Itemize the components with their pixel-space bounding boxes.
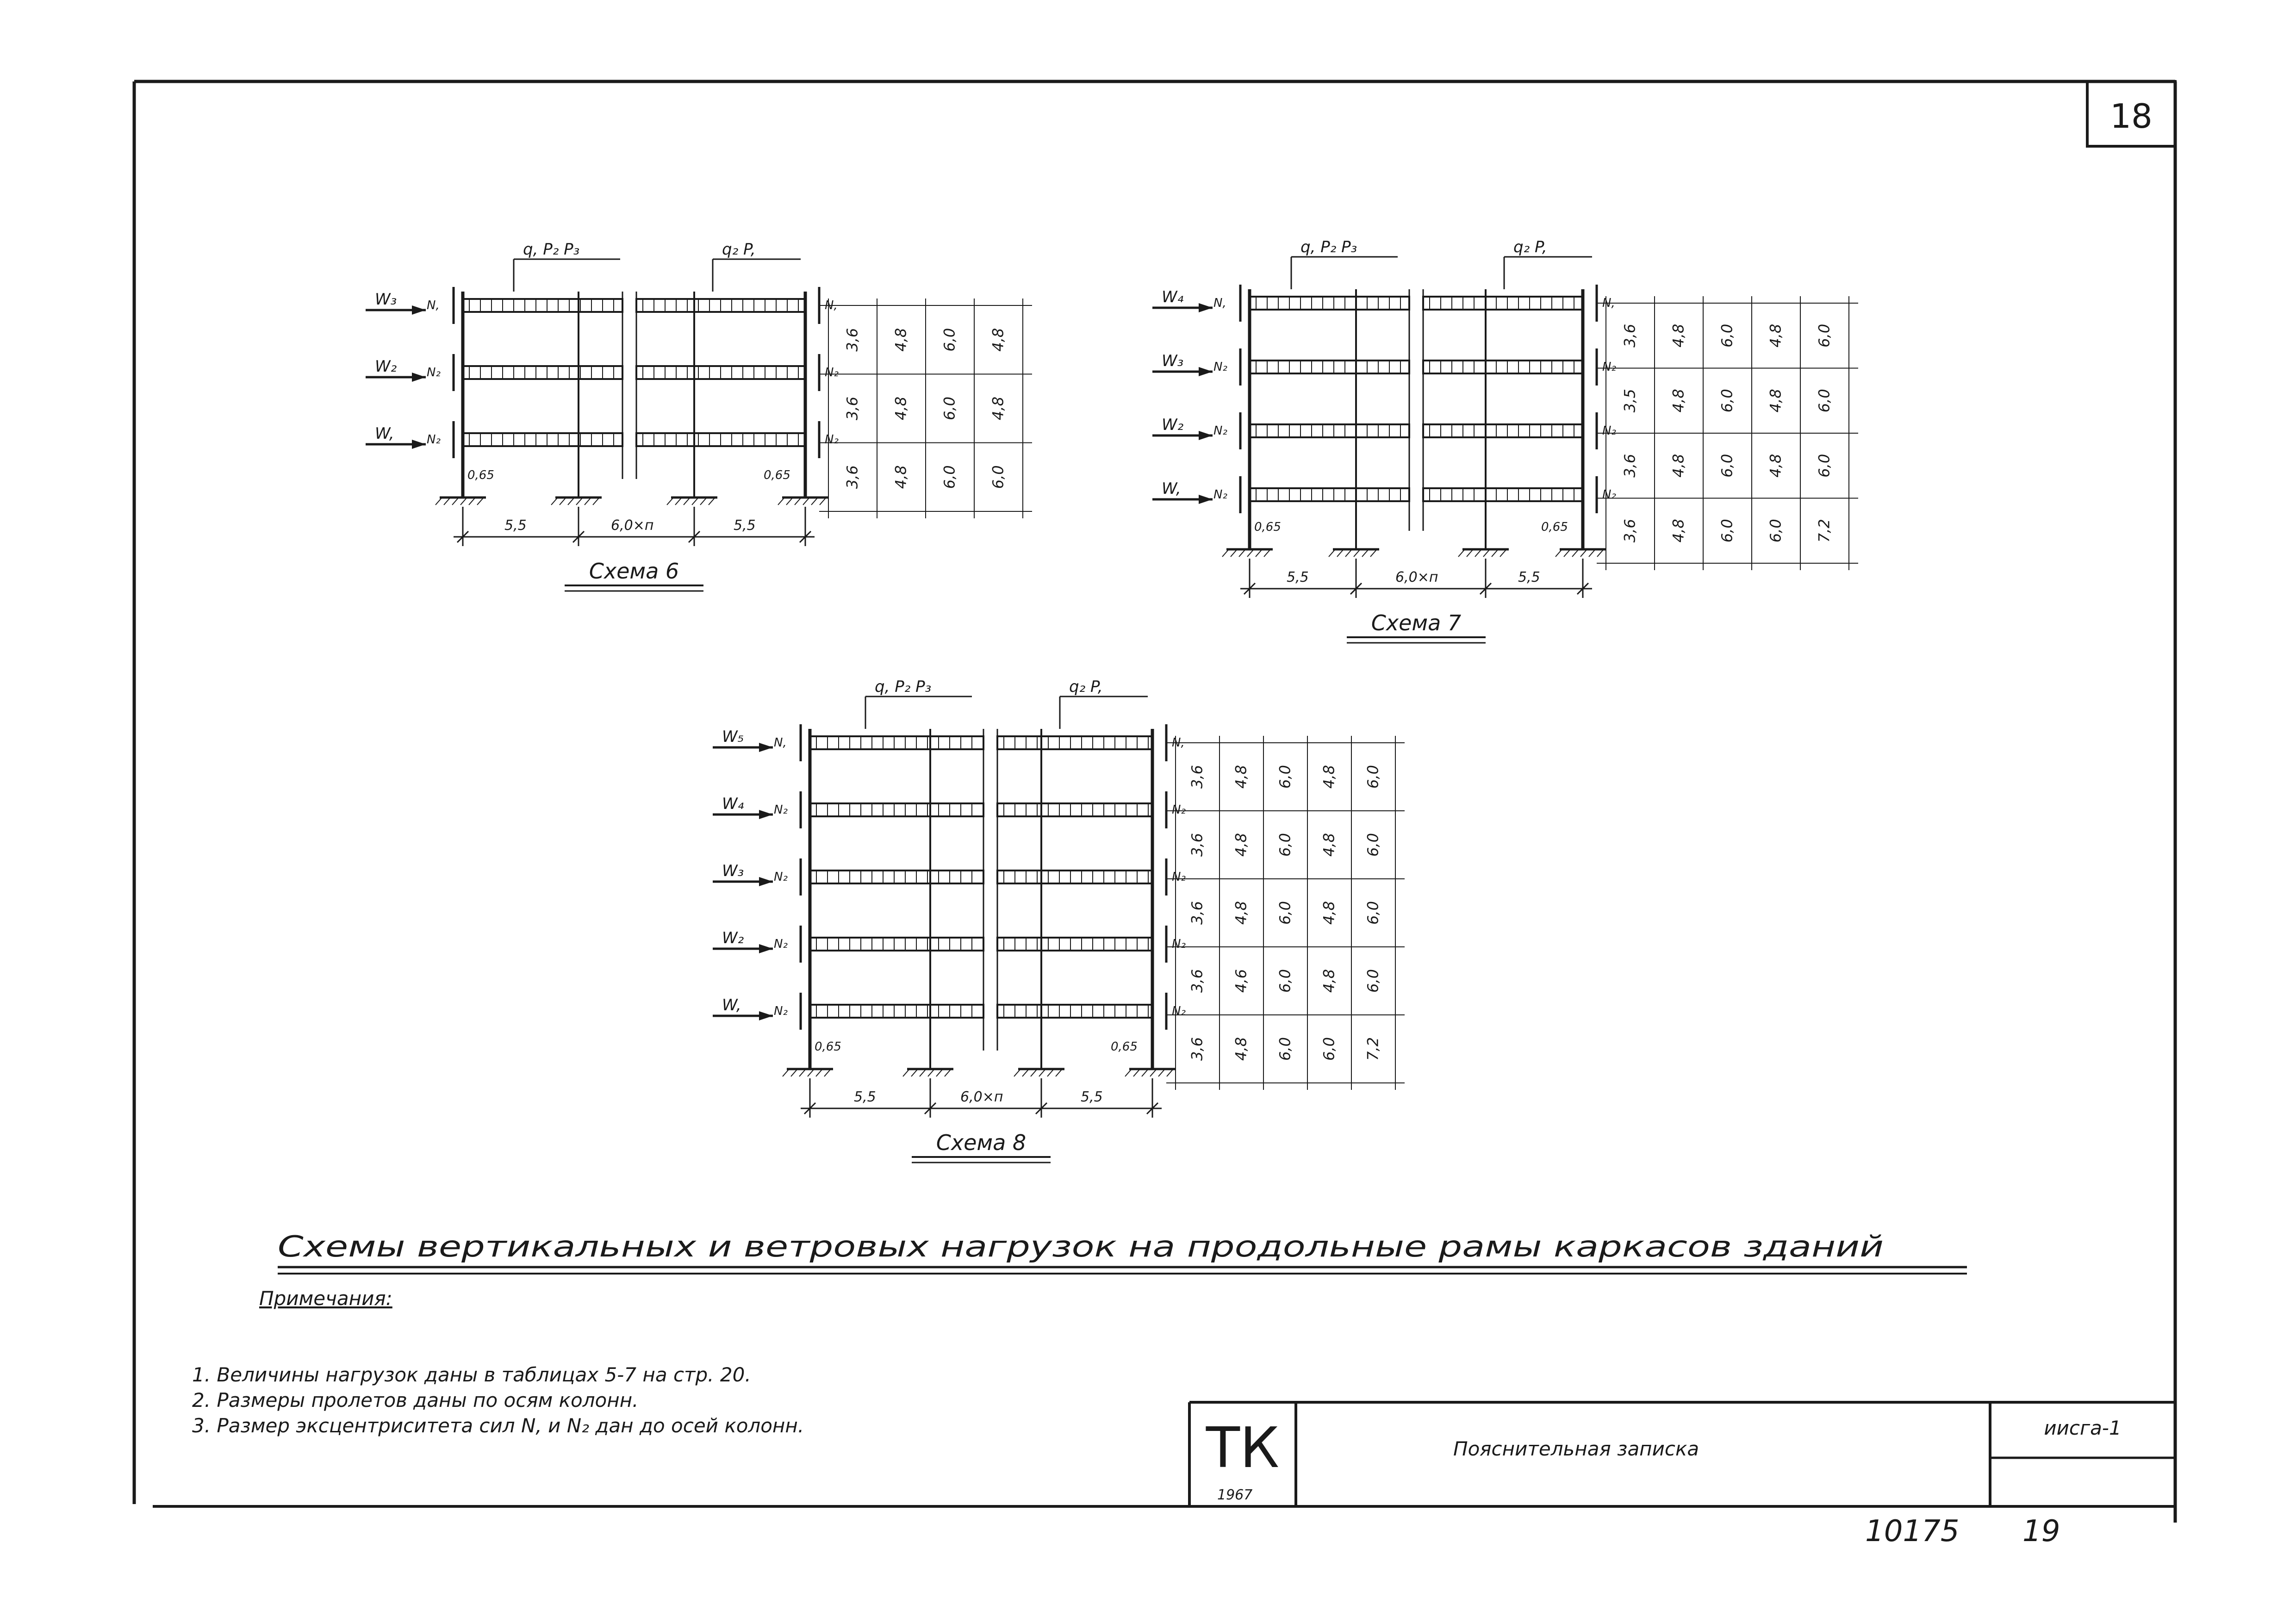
column-force-left: N₂ xyxy=(427,433,441,447)
wind-arrow-head xyxy=(759,944,773,953)
sheet-title-group xyxy=(278,1230,1967,1274)
storey-height: 3,6 xyxy=(1188,765,1206,789)
wind-arrow-head xyxy=(1199,495,1213,504)
support-hatch xyxy=(783,1069,789,1076)
series-code: иисга-1 xyxy=(2044,1417,2122,1439)
storey-height: 6,0 xyxy=(1276,1037,1294,1061)
wind-label: W₂ xyxy=(722,929,744,947)
storey-height: 4,8 xyxy=(989,328,1007,352)
load-label-right: q₂ P, xyxy=(1513,238,1547,256)
album-number: 10175 xyxy=(1865,1514,1960,1548)
storey-height: 3,6 xyxy=(1188,1037,1206,1061)
support-hatch xyxy=(778,497,784,505)
storey-height: 6,0 xyxy=(1276,969,1294,993)
beam-load-bar xyxy=(997,1005,1152,1018)
beam-load-bar xyxy=(463,433,622,446)
support-hatch xyxy=(1125,1069,1132,1076)
column-force-right: N, xyxy=(825,298,838,312)
column-force-left: N, xyxy=(1213,296,1226,310)
wind-label: W₄ xyxy=(1162,288,1184,306)
beam-load-bar xyxy=(810,803,983,816)
storey-height: 4,8 xyxy=(1767,323,1785,348)
storey-height: 6,0 xyxy=(1276,833,1294,857)
wind-label: W₂ xyxy=(1162,416,1184,434)
storey-height: 4,8 xyxy=(1669,454,1687,478)
column-force-right: N₂ xyxy=(1172,937,1186,951)
storey-height: 4,8 xyxy=(1320,833,1338,857)
sheet-number: 19 xyxy=(2022,1514,2060,1548)
document-name: Пояснительная записка xyxy=(1453,1437,1699,1460)
beam-load-bar xyxy=(810,938,983,951)
wind-label: W₄ xyxy=(722,795,744,813)
column-force-right: N₂ xyxy=(1602,424,1616,438)
load-label-left: q, P₂ P₃ xyxy=(1300,238,1357,256)
column-force-right: N₂ xyxy=(825,433,839,447)
support-hatch xyxy=(1329,549,1335,557)
load-label-right: q₂ P, xyxy=(722,240,756,259)
beam-load-bar xyxy=(810,871,983,883)
storey-height: 6,0 xyxy=(1767,519,1785,543)
frame-schemes xyxy=(366,238,1858,1163)
storey-height: 3,6 xyxy=(1188,969,1206,993)
span-label: 5,5 xyxy=(504,517,527,534)
wind-label: W₅ xyxy=(722,728,744,746)
span-label: 5,5 xyxy=(734,517,756,534)
storey-height: 4,8 xyxy=(1232,765,1250,789)
storey-height: 3,6 xyxy=(843,328,861,352)
wind-label: W₂ xyxy=(375,357,397,376)
eccentricity-left: 0,65 xyxy=(815,1040,841,1054)
storey-height: 6,0 xyxy=(1815,454,1833,478)
wind-label: W₃ xyxy=(375,290,397,309)
storey-height: 6,0 xyxy=(1364,833,1382,857)
beam-load-bar xyxy=(1250,297,1409,310)
column-force-left: N₂ xyxy=(774,803,788,817)
beam-load-bar xyxy=(1423,424,1583,437)
title-block xyxy=(1189,1402,2175,1506)
storey-height: 6,0 xyxy=(1718,389,1736,413)
scheme-8 xyxy=(713,678,1405,1163)
beam-load-bar xyxy=(997,736,1152,749)
eccentricity-right: 0,65 xyxy=(1111,1040,1138,1054)
support-hatch xyxy=(1222,549,1229,557)
beam-load-bar xyxy=(1250,488,1409,501)
support-hatch xyxy=(1014,1069,1020,1076)
scheme-7 xyxy=(1152,238,1858,643)
storey-height: 6,0 xyxy=(1320,1037,1338,1061)
column-force-left: N, xyxy=(427,298,440,312)
storey-height: 3,6 xyxy=(843,397,861,420)
wind-label: W, xyxy=(722,996,741,1014)
column-force-left: N₂ xyxy=(427,366,441,379)
storey-height: 3,6 xyxy=(1188,833,1206,857)
storey-height: 3,6 xyxy=(1621,519,1639,543)
storey-height: 6,0 xyxy=(1364,969,1382,993)
column-force-left: N₂ xyxy=(1213,424,1227,438)
span-label: 6,0×п xyxy=(960,1089,1003,1105)
wind-arrow-head xyxy=(759,877,773,886)
beam-load-bar xyxy=(1423,297,1583,310)
storey-height: 6,0 xyxy=(940,397,958,420)
span-label: 5,5 xyxy=(854,1089,876,1105)
wind-arrow-head xyxy=(412,373,426,382)
storey-height: 6,0 xyxy=(1718,454,1736,478)
support-hatch xyxy=(1556,549,1562,557)
wind-label: W₃ xyxy=(722,862,744,880)
support-hatch xyxy=(667,497,673,505)
span-label: 5,5 xyxy=(1287,569,1309,585)
storey-height: 4,8 xyxy=(1767,454,1785,478)
load-label-right: q₂ P, xyxy=(1069,678,1103,696)
beam-load-bar xyxy=(810,1005,983,1018)
storey-height: 3,5 xyxy=(1621,389,1639,413)
storey-height: 4,8 xyxy=(892,465,910,489)
beam-load-bar xyxy=(1250,361,1409,373)
beam-load-bar xyxy=(997,938,1152,951)
storey-height: 6,0 xyxy=(1718,323,1736,348)
span-label: 6,0×п xyxy=(1395,569,1438,585)
storey-height: 3,6 xyxy=(1621,454,1639,478)
storey-height: 4,8 xyxy=(892,328,910,352)
storey-height: 4,8 xyxy=(892,397,910,420)
support-hatch xyxy=(1458,549,1465,557)
storey-height: 3,6 xyxy=(1621,323,1639,348)
note-2: 2. Размеры пролетов даны по осям колонн. xyxy=(192,1389,639,1412)
span-label: 5,5 xyxy=(1518,569,1540,585)
note-1: 1. Величины нагрузок даны в таблицах 5-7 на стр. 20. xyxy=(192,1363,751,1386)
scheme-caption: Схема 8 xyxy=(936,1130,1027,1155)
storey-height: 6,0 xyxy=(1276,901,1294,925)
eccentricity-right: 0,65 xyxy=(1541,520,1568,534)
storey-height: 3,6 xyxy=(1188,901,1206,925)
load-label-left: q, P₂ P₃ xyxy=(523,240,580,259)
beam-load-bar xyxy=(1250,424,1409,437)
column-force-right: N, xyxy=(1602,296,1615,310)
column-force-right: N₂ xyxy=(1172,1004,1186,1018)
column-force-left: N₂ xyxy=(1213,488,1227,502)
storey-height: 6,0 xyxy=(989,465,1007,489)
storey-height: 4,8 xyxy=(1232,1037,1250,1061)
column-force-left: N₂ xyxy=(774,937,788,951)
storey-height: 4,8 xyxy=(1320,901,1338,925)
wind-arrow-head xyxy=(412,305,426,315)
wind-label: W₃ xyxy=(1162,352,1184,370)
storey-height: 6,0 xyxy=(1815,389,1833,413)
storey-height: 6,0 xyxy=(940,465,958,489)
column-force-left: N₂ xyxy=(1213,360,1227,374)
wind-arrow-head xyxy=(759,810,773,819)
wind-arrow-head xyxy=(412,440,426,449)
notes xyxy=(192,1287,804,1437)
support-hatch xyxy=(436,497,442,505)
wind-label: W, xyxy=(375,424,394,443)
page-number: 18 xyxy=(2110,97,2153,136)
storey-height: 7,2 xyxy=(1364,1037,1382,1061)
sheet-frame xyxy=(134,81,2175,1523)
load-label-left: q, P₂ P₃ xyxy=(875,678,932,696)
beam-load-bar xyxy=(810,736,983,749)
beam-load-bar xyxy=(1423,488,1583,501)
scheme-caption: Схема 7 xyxy=(1371,610,1462,635)
note-3: 3. Размер эксцентриситета сил N, и N₂ дан до осей колонн. xyxy=(192,1414,804,1437)
column-force-right: N₂ xyxy=(1172,870,1186,884)
column-force-left: N₂ xyxy=(774,870,788,884)
beam-load-bar xyxy=(463,299,622,312)
storey-height: 4,8 xyxy=(1232,833,1250,857)
support-hatch xyxy=(903,1069,909,1076)
column-force-right: N₂ xyxy=(1172,803,1186,817)
column-force-right: N₂ xyxy=(1602,360,1616,374)
storey-height: 6,0 xyxy=(1276,765,1294,789)
storey-height: 4,8 xyxy=(1669,323,1687,348)
page-number-box xyxy=(2087,81,2175,146)
eccentricity-right: 0,65 xyxy=(764,468,790,482)
span-label: 6,0×п xyxy=(611,517,654,534)
sheet-title: Схемы вертикальных и ветровых нагрузок на продольные рамы каркасов зданий xyxy=(278,1230,1884,1263)
wind-arrow-head xyxy=(759,1011,773,1020)
storey-height: 4,8 xyxy=(1669,519,1687,543)
wind-arrow-head xyxy=(1199,431,1213,440)
scheme-caption: Схема 6 xyxy=(589,559,679,584)
storey-height: 3,6 xyxy=(843,465,861,489)
storey-height: 6,0 xyxy=(1364,765,1382,789)
beam-load-bar xyxy=(1423,361,1583,373)
storey-height: 4,8 xyxy=(1767,389,1785,413)
wind-arrow-head xyxy=(1199,367,1213,376)
beam-load-bar xyxy=(997,871,1152,883)
storey-height: 6,0 xyxy=(1364,901,1382,925)
eccentricity-left: 0,65 xyxy=(1254,520,1281,534)
beam-load-bar xyxy=(463,366,622,379)
column-force-right: N, xyxy=(1172,736,1185,750)
storey-height: 4,8 xyxy=(1320,765,1338,789)
column-force-right: N₂ xyxy=(1602,488,1616,502)
column-force-left: N₂ xyxy=(774,1004,788,1018)
beam-load-bar xyxy=(997,803,1152,816)
notes-heading: Примечания: xyxy=(259,1287,392,1310)
column-force-left: N, xyxy=(774,736,787,750)
storey-height: 4,8 xyxy=(1232,901,1250,925)
title-block-year: 1967 xyxy=(1217,1487,1253,1503)
storey-height: 6,0 xyxy=(1718,519,1736,543)
storey-height: 6,0 xyxy=(1815,323,1833,348)
storey-height: 4,8 xyxy=(1320,969,1338,993)
storey-height: 4,8 xyxy=(1669,389,1687,413)
storey-height: 6,0 xyxy=(940,328,958,352)
span-label: 5,5 xyxy=(1081,1089,1103,1105)
wind-arrow-head xyxy=(1199,303,1213,312)
scheme-6 xyxy=(366,240,1032,591)
storey-height: 4,6 xyxy=(1232,969,1250,993)
wind-label: W, xyxy=(1162,479,1181,498)
eccentricity-left: 0,65 xyxy=(467,468,494,482)
tk-logo: ТК xyxy=(1206,1416,1280,1480)
storey-height: 4,8 xyxy=(989,397,1007,420)
wind-arrow-head xyxy=(759,743,773,752)
storey-height: 7,2 xyxy=(1815,519,1833,543)
column-force-right: N₂ xyxy=(825,366,839,379)
support-hatch xyxy=(551,497,558,505)
